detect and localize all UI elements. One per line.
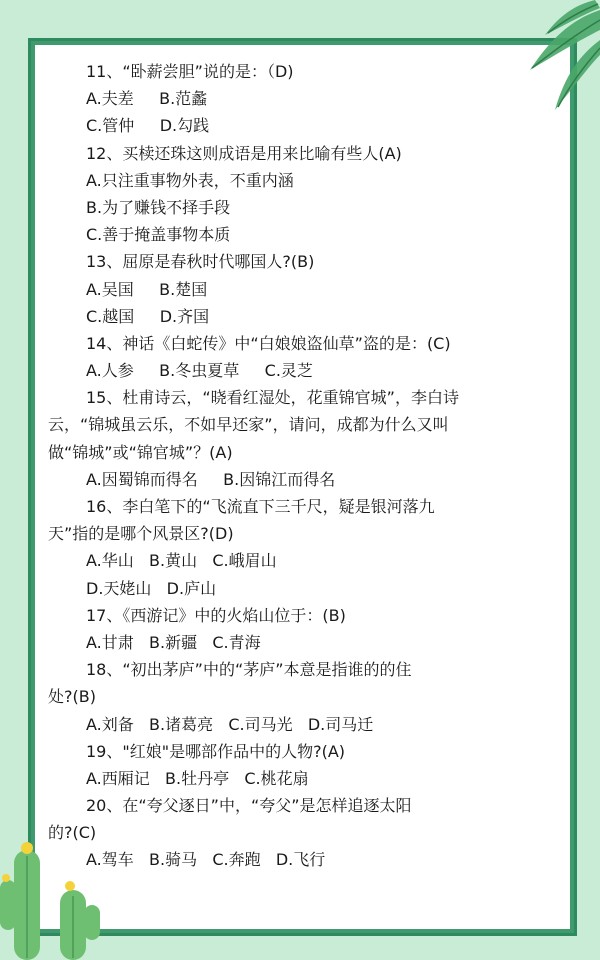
- text-line: 做“锦城”或“锦官城”？(A): [48, 442, 233, 462]
- text-line: 15、杜甫诗云，“晓看红湿处，花重锦官城”，李白诗: [86, 388, 459, 408]
- text-line: A.刘备 B.诸葛亮 C.司马光 D.司马迁: [86, 714, 374, 734]
- text-line: A.人参 B.冬虫夏草 C.灵芝: [86, 361, 313, 381]
- text-line: 19、"红娘"是哪部作品中的人物?(A): [86, 741, 346, 761]
- text-line: C.越国 D.齐国: [86, 306, 210, 326]
- text-line: D.天姥山 D.庐山: [86, 578, 217, 598]
- text-line: 处?(B): [48, 687, 96, 707]
- text-line: 14、神话《白蛇传》中“白娘娘盗仙草”盗的是：(C): [86, 333, 451, 353]
- text-line: 天”指的是哪个风景区?(D): [48, 524, 234, 544]
- text-line: 的?(C): [48, 823, 97, 843]
- text-line: 17、《西游记》中的火焰山位于：(B): [86, 605, 346, 625]
- text-line: 18、“初出茅庐”中的“茅庐”本意是指谁的的住: [86, 660, 412, 680]
- text-line: 13、屈原是春秋时代哪国人?(B): [86, 252, 315, 272]
- text-line: A.西厢记 B.牡丹亭 C.桃花扇: [86, 768, 309, 788]
- text-line: A.因蜀锦而得名 B.因锦江而得名: [86, 469, 336, 489]
- text-line: 20、在“夸父逐日”中，“夸父”是怎样追逐太阳: [86, 796, 412, 816]
- text-line: 云，“锦城虽云乐，不如早还家”，请问，成都为什么又叫: [48, 415, 449, 435]
- text-line: C.善于掩盖事物本质: [86, 225, 231, 245]
- quiz-content: [48, 58, 548, 874]
- text-line: C.管仲 D.勾践: [86, 116, 210, 136]
- text-line: A.夫差 B.范蠡: [86, 89, 208, 109]
- text-line: 11、“卧薪尝胆”说的是：（D): [86, 62, 294, 81]
- text-line: B.为了赚钱不择手段: [86, 197, 231, 217]
- text-line: A.只注重事物外表，不重内涵: [86, 170, 294, 190]
- text-line: A.华山 B.黄山 C.峨眉山: [86, 551, 277, 571]
- text-line: A.吴国 B.楚国: [86, 279, 208, 299]
- text-line: A.驾车 B.骑马 C.奔跑 D.飞行: [86, 850, 326, 870]
- text-line: A.甘肃 B.新疆 C.青海: [86, 632, 261, 652]
- text-line: 16、李白笔下的“飞流直下三千尺，疑是银河落九: [86, 497, 435, 516]
- text-line: 12、买椟还珠这则成语是用来比喻有些人(A): [86, 143, 402, 163]
